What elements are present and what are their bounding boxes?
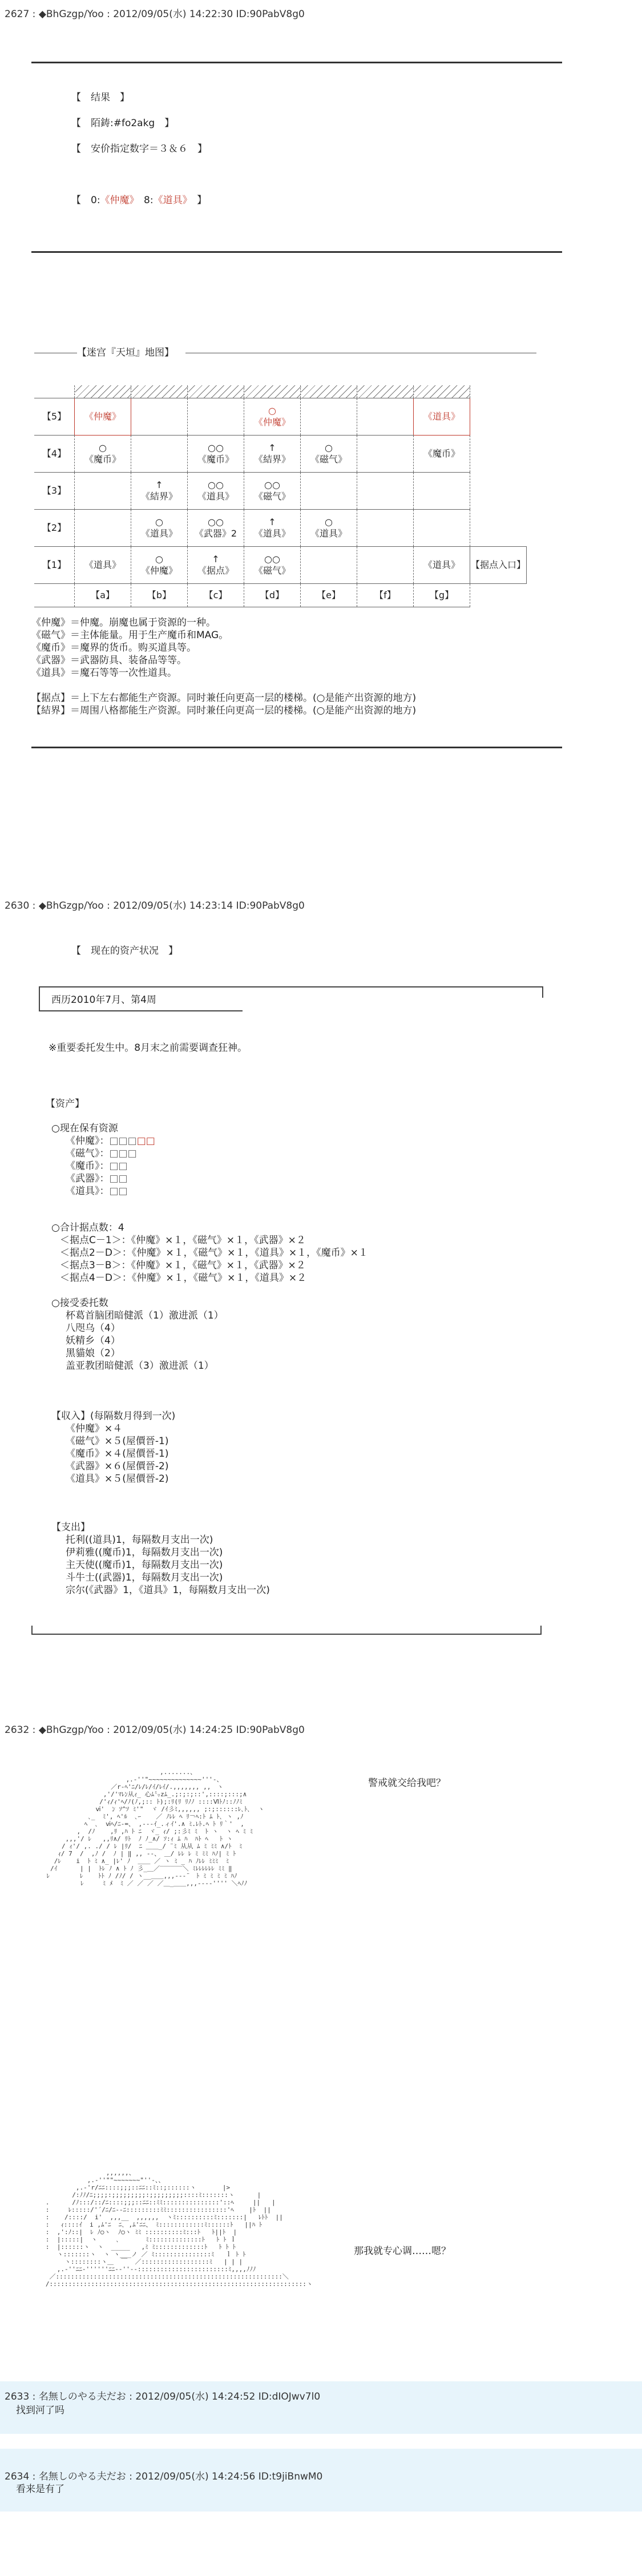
income-list xyxy=(66,1422,168,1485)
map-cell: ○ 《仲魔》 xyxy=(131,547,188,584)
expense-list xyxy=(66,1534,270,1597)
post-header-2633: 2633 : 名無しのやる夫だお : 2012/09/05(水) 14:24:52 ID:dIOJwv7l0 xyxy=(5,2391,321,2402)
ascii-art-characters: ,.......、 ,.-''"~~~~~~~~~~~~~~'''-、 ／r-ﾍ'ﾆ/ﾚ/ﾚ/ｲ/ﾚｲ/.,,,,,,, ,, ヽ ,'/'ﾏﾚﾝ从ｨ_ 心ﾑ㍉zﾑ_.;:;:;::',::::;:::;∧ /'ｨ/ｨ'ﾍ/ﾉ(ﾉ,;:: ﾄ);:ﾘ(ﾘ ﾘﾉﾉ ::::Ⅵﾄﾉ::ﾉﾉﾐ ⅵ' ﾝ ｿ^ｿ ﾐ'" ヾ /ｲ彡ﾐ,,,,,, ;:;::::::ﾚ､ﾄ､ ヽ ､_ ﾐ', ﾍ'ﾙ ､ｰ ／ ﾉﾚﾚ ﾍ ﾘ￢ﾍ:ﾄ ﾑ ﾄ､ ヽ ,ﾉ ﾍ ､ ⅵﾍ/ﾆ-=、 ,--‐ｲ_.ィｲ'.∧ ﾐ.ﾚﾄ.ﾍ ﾄ ﾘ｀' , , /ﾉ ,ﾘ ,ﾊ ﾄ ﾆ ヾ_ ｨ/ ;:彡ﾐ ﾐ ﾄ ヽ ヽ ﾍ ﾐ ﾐ ,,,'/ ﾚ ,,ﾘ∧/ ﾘﾄ ﾉ ﾉ_∧/ ｿ:ｨ ﾑ ﾊ ﾊﾄ ﾍ ﾄ ヽ / ｨ'/ ,. ./ / ﾚ |ﾘ/ ﾆ ＿＿_/ ¨ﾐ 从从 ﾑ ﾐ ﾐﾐ ∧/ﾄ ﾐ ｨ/ 7 / ,ﾉ / ﾉ | ‖ ,, ‐‐、 ＿/ ﾚﾚ ﾚ ﾐ ﾐﾐ ﾊﾉ| ﾐ ﾄ /ﾚ i ﾄ ﾐ ∧_ |ﾚ' ﾉ ＿＿ ／ ヽ ﾐ _ ﾊ ﾉﾚﾚ ﾐﾐﾐ ﾐ /ｲ | | ﾄﾚ ﾉ ∧ ﾄ ﾉ 彡_＿／‾‾‾‾‾‾＼ ﾐﾚﾚﾚﾚﾚﾚ ﾐﾐ ‖ ﾚ ﾚ ﾄﾄ ﾉ /ﾉ/ / ヽ__＿＿,,,--‐¨ ﾄ ﾐ ﾐ ﾐ ﾐ ﾊﾉ ﾚ ﾐ ﾒ ﾐ ／ ／ ／ ／＿_＿＿,,,--‐‐'''' ＼ﾍﾉﾉ xyxy=(46,1768,265,1887)
map-cell xyxy=(357,473,414,510)
map-cell xyxy=(301,473,357,510)
speech-bubble: 警戒就交给我吧？ xyxy=(368,1777,446,1789)
bottom-frame xyxy=(31,1626,542,1635)
requests-title: ○接受委托数 xyxy=(51,1297,108,1309)
result-title: 【 结果 】 xyxy=(71,92,130,103)
map-cell: 《仲魔》 xyxy=(75,398,131,436)
legend xyxy=(31,616,416,717)
notice: ※重要委托发生中。8月末之前需要调查狂神。 xyxy=(49,1042,248,1054)
income-row: 《道具》×５(屋價晉-2) xyxy=(66,1473,169,1485)
base-row: ＜据点2－D＞：《仲魔》×１，《磁气》×１，《道具》×１，《魔币》×１ xyxy=(60,1247,368,1259)
base-row: ＜据点C－1＞：《仲魔》×１，《磁气》×１，《武器》×２ xyxy=(60,1235,306,1246)
divider xyxy=(31,62,562,63)
reply-2634 xyxy=(0,2449,642,2512)
reply-2633 xyxy=(0,2381,642,2434)
divider xyxy=(31,747,562,748)
expense-title: 【支出】 xyxy=(51,1522,90,1533)
expense-row: 主天使((魔币)1，每隔数月支出一次) xyxy=(66,1559,223,1571)
income-row: 《武器》×６(屋價晉-2) xyxy=(66,1461,169,1472)
income-row: 《魔币》×４(屋價晉-1) xyxy=(66,1448,169,1460)
request-row: 盖亚教团暗健派（3）激进派（1） xyxy=(66,1360,214,1372)
resource-row: 《魔币》：□□ xyxy=(66,1160,128,1172)
map-cell xyxy=(357,510,414,547)
resource-row: 《磁气》：□□□ xyxy=(66,1148,137,1159)
col-label: 【c】 xyxy=(188,584,244,607)
legend-line: 《魔币》＝魔界的货币。购买道具等。 xyxy=(31,642,196,654)
expense-row: 伊莉雅((魔币)1，每隔数月支出一次) xyxy=(66,1547,223,1558)
map-cell xyxy=(357,547,414,584)
post-header-2627: 2627 : ◆BhGzgp/Yoo : 2012/09/05(水) 14:22:30 ID:90PabV8g0 xyxy=(5,9,305,20)
post-header-2632: 2632 : ◆BhGzgp/Yoo : 2012/09/05(水) 14:24:25 ID:90PabV8g0 xyxy=(5,1724,305,1736)
row-label: 【4】 xyxy=(34,436,75,473)
map-cell xyxy=(188,398,244,436)
date-label: 西历2010年7月、第4周 xyxy=(51,994,156,1006)
map-cell: ○ 《道具》 xyxy=(131,510,188,547)
col-label: 【d】 xyxy=(244,584,301,607)
map-cell: ○ 《磁气》 xyxy=(301,436,357,473)
bases-title: ○合计据点数：4 xyxy=(51,1222,124,1233)
expense-row: 宗尔(《武器》1，《道具》1，每隔数月支出一次) xyxy=(66,1585,270,1596)
col-label: 【e】 xyxy=(301,584,357,607)
map-cell: 《魔币》 xyxy=(414,436,470,473)
map-cell: ○ 《仲魔》 xyxy=(244,398,301,436)
safe-number-line: 【 安价指定数字＝３＆６ 】 xyxy=(71,143,207,155)
map-cell xyxy=(414,473,470,510)
map-cell xyxy=(301,398,357,436)
map-cell: 《道具》 xyxy=(75,547,131,584)
map-cell: ○ 《道具》 xyxy=(301,510,357,547)
map-cell xyxy=(357,398,414,436)
legend-line: 《武器》＝武器防具、装备品等等。 xyxy=(31,655,187,666)
map-cell xyxy=(75,510,131,547)
map-cell xyxy=(357,436,414,473)
row-label: 【2】 xyxy=(34,510,75,547)
legend-line: 【据点】＝上下左右都能生产资源。同时兼任向更高一层的楼梯。(○是能产出资源的地方) xyxy=(31,692,417,704)
ascii-art-character-2: ,,,,,,、 ,.-''""~~~~~~~"''‐、、 ,.-'r/ﾆﾆ::::;;;::ﾆﾆ::ﾐ::;::::::ヽ |> /:ﾉﾉ/ﾆ;;;;:;;;;;;;;;:;;;;;;;;;::::ﾐ:::::::ヽ | . /ﾉ:::/::/ﾆ::::;;;::ﾆﾆ::ﾐﾐ:::::::::::::::'::ﾍ || | : ﾚ:::::/'´/ﾆ/ﾆ-‐ﾆ:::::::::ﾐﾐ::::::::::::::::'ﾍ |ﾄ || : /::::/ i' ,,,__ ,,,,,, ヽﾐ::::::::::ﾐ:::::::| ﾚﾄﾄ || : ｨ::::ｲ i ,ﾑ'ﾆ ﾆ､ ,ﾑ'ﾆﾆ、 ﾐ::::::::::::ﾐ::::::ﾄ ||ﾊ ﾄ : ,':ﾉ::| ﾚ ﾉ○ヽ ﾉ○ヽ ﾐﾐ ::::::::::ﾐ:::ﾄ ﾄ||ﾄ | : |:::::| ヽ ､ ﾐ::::::::::::::ﾄ ﾄ ﾄ ｌ : |::::::ヽ ヽ _____ ,ﾐ ﾐ:::::::::::::ﾄ ﾄ ﾄ ﾄ ヽ:::::::ヽ ヽ ヽ___ノ ／ ﾐ:::::::::::::::ﾐ ｌ ﾄ ﾄ ヽ::::::::ヽ＿ ￣ ／::::::::::::::::::ﾐ | | | ,.-''ﾆﾆ-''''''ﾆﾆ-‐''‐‐::::::::::::::::::::::::ﾐ,,,,ﾉﾉﾉ ／::::::::::::::::::::::::::::::::::::::::::::::::::::::::::::＼ /::::::::::::::::::::::::::::::::::::::::::::::::::::::::::::::::::::ヽ xyxy=(45,2169,313,2288)
income-title: 【収入】(每隔数月得到一次) xyxy=(51,1410,176,1422)
base-row: ＜据点3－B＞：《仲魔》×１，《磁气》×１，《武器》×２ xyxy=(60,1260,306,1271)
map-cell: ↑ 《結界》 xyxy=(131,473,188,510)
map-cell: 【据点入口】 xyxy=(470,547,527,584)
map-cell: ↑ 《道具》 xyxy=(244,510,301,547)
assets-status-title: 【 现在的资产状况 】 xyxy=(71,945,178,957)
expense-row: 斗牛士((武器)1，每隔数月支出一次) xyxy=(66,1572,223,1583)
map-cell: ○○ 《道具》 xyxy=(188,473,244,510)
map-cell xyxy=(414,510,470,547)
map-cell: 《道具》 xyxy=(414,547,470,584)
resource-row: 《仲魔》：□□□□□ xyxy=(66,1135,155,1147)
dungeon-map xyxy=(34,385,527,607)
reply-text: 找到河了吗 xyxy=(16,2405,64,2416)
col-label: 【a】 xyxy=(75,584,131,607)
resources-list xyxy=(66,1135,155,1198)
map-cell: ○○ 《磁气》 xyxy=(244,547,301,584)
col-label: 【b】 xyxy=(131,584,188,607)
resources-title: ○现在保有资源 xyxy=(51,1123,118,1134)
map-cell: ↑ 《結界》 xyxy=(244,436,301,473)
income-row: 《仲魔》×４ xyxy=(66,1423,123,1434)
resource-row: 《武器》：□□ xyxy=(66,1173,128,1184)
map-cell: ○ 《魔币》 xyxy=(75,436,131,473)
speech-bubble: 那我就专心调……嗯？ xyxy=(354,2246,451,2257)
map-cell: ○○ 《磁气》 xyxy=(244,473,301,510)
bases-list xyxy=(60,1234,368,1284)
income-row: 《磁气》×５(屋價晉-1) xyxy=(66,1436,169,1447)
seed-line: 【 陌鋳:#fo2akg 】 xyxy=(71,118,175,129)
assets-title: 【资产】 xyxy=(46,1098,84,1110)
legend-line: 【結界】＝周围八格都能生产资源。同时兼任向更高一层的楼梯。(○是能产出资源的地方) xyxy=(31,705,417,716)
map-cell xyxy=(131,436,188,473)
base-row: ＜据点4－D＞：《仲魔》×１，《磁气》×１，《道具》×２ xyxy=(60,1272,307,1284)
outcome-line: 【 0:《仲魔》 8:《道具》 】 xyxy=(71,195,207,206)
legend-line: 《磁气》＝主体能量。用于生产魔币和MAG。 xyxy=(31,630,229,641)
col-label: 【g】 xyxy=(414,584,470,607)
resource-row: 《道具》：□□ xyxy=(66,1186,128,1197)
legend-line: 《仲魔》＝仲魔。崩魔也属于资源的一种。 xyxy=(31,617,216,628)
col-label: 【f】 xyxy=(357,584,414,607)
legend-line: 《道具》＝魔石等等一次性道具。 xyxy=(31,667,177,679)
legend-line xyxy=(31,679,416,692)
map-cell: ○○ 《武器》2 xyxy=(188,510,244,547)
post-header-2630: 2630 : ◆BhGzgp/Yoo : 2012/09/05(水) 14:23:14 ID:90PabV8g0 xyxy=(5,900,305,912)
reply-text: 看来是有了 xyxy=(16,2484,64,2495)
map-cell xyxy=(131,398,188,436)
divider xyxy=(31,251,562,253)
map-title: 【迷宫『天垣』地图】 xyxy=(77,347,174,358)
map-cell: ↑ 《据点》 xyxy=(188,547,244,584)
row-label: 【1】 xyxy=(34,547,75,584)
row-label: 【5】 xyxy=(34,398,75,436)
request-row: 八咫乌（4） xyxy=(66,1323,120,1334)
map-cell xyxy=(75,473,131,510)
request-row: 杯葛首脑团暗健派（1）激进派（1） xyxy=(66,1310,224,1321)
map-cell: ○○ 《魔币》 xyxy=(188,436,244,473)
request-row: 黑貓娘（2） xyxy=(66,1348,120,1359)
expense-row: 托利((道具)1，每隔数月支出一次) xyxy=(66,1534,213,1546)
row-label: 【3】 xyxy=(34,473,75,510)
map-cell xyxy=(301,547,357,584)
map-cell: 《道具》 xyxy=(414,398,470,436)
post-header-2634: 2634 : 名無しのやる夫だお : 2012/09/05(水) 14:24:56 ID:t9jiBnwM0 xyxy=(5,2471,323,2482)
request-row: 妖精乡（4） xyxy=(66,1335,120,1347)
requests-list xyxy=(66,1309,224,1372)
